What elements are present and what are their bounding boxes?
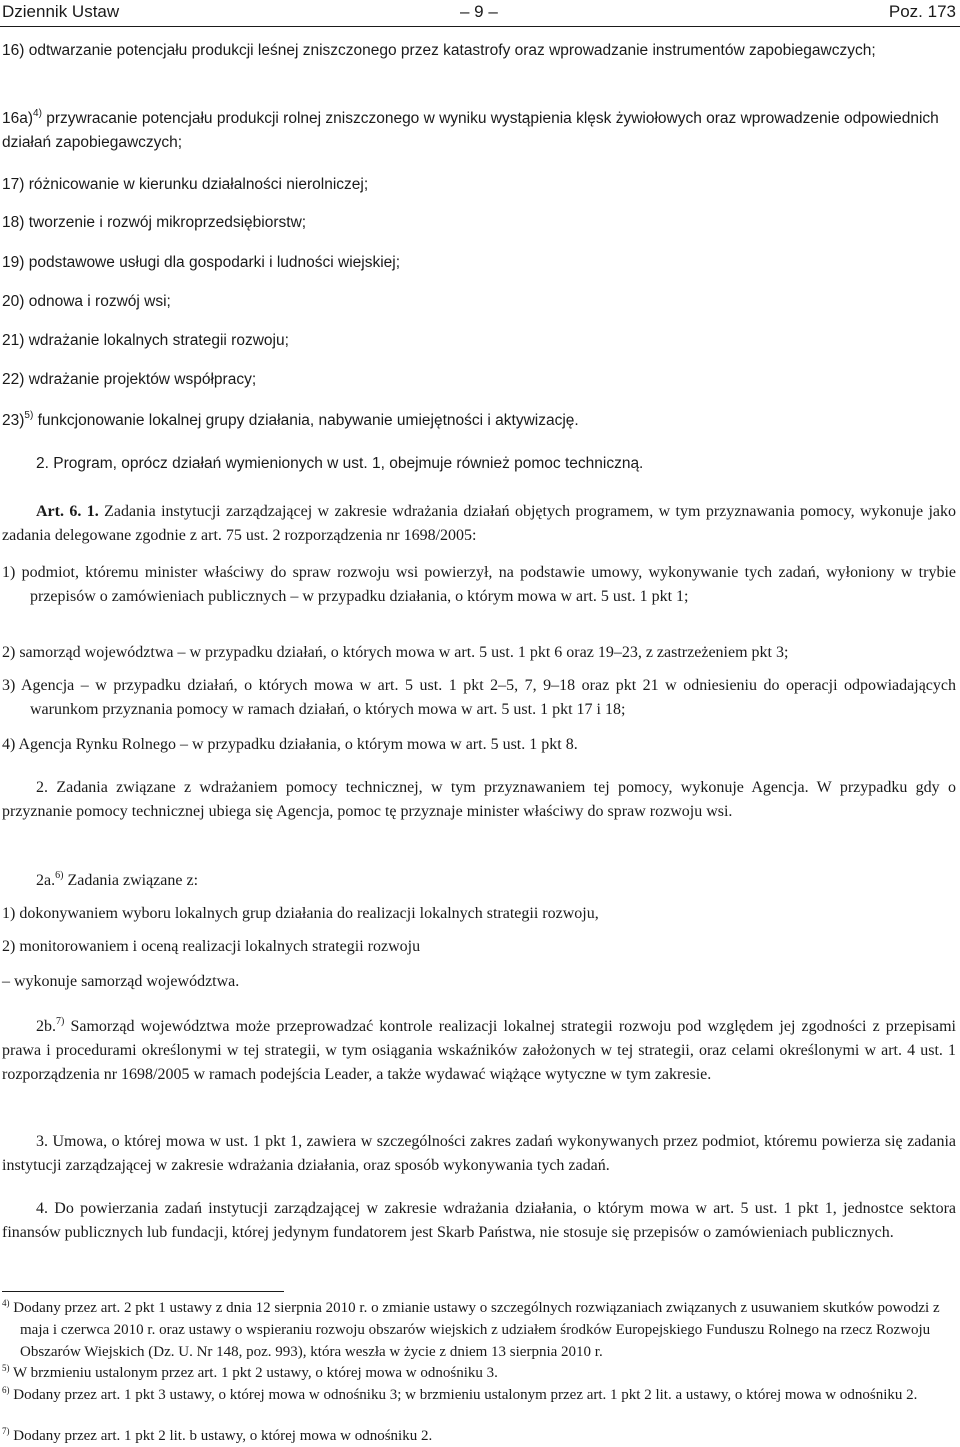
footnote-ref-6: 6) — [55, 870, 64, 881]
article-6-paragraph-1 — [2, 500, 956, 548]
page-number: – 9 – — [460, 2, 498, 21]
article-6-paragraph-2a — [2, 869, 956, 893]
item-16a — [2, 107, 956, 155]
article-6-paragraph-4: 4. Do powierzania zadań instytucji zarządzającej w zakresie wdrażania działania, o którym mowa w art. 5 ust. 1 pkt 1, jednostce sektora finansów publicznych lub fundacji, której jedynym fundatorem jest Skarb Państwa, nie stosuje się przepisów o zamówieniach publicznych. — [2, 1200, 956, 1241]
article-6-point-2: 2) samorząd województwa – w przypadku działań, o których mowa w art. 5 ust. 1 pkt 6 oraz 19–23, z zastrzeżeniem pkt 3; — [2, 644, 789, 661]
article-6-paragraph-2: 2. Zadania związane z wdrażaniem pomocy technicznej, w tym przyznawaniem tej pomocy, wykonuje Agencja. W przypadku gdy o przyznanie pomocy technicznej ubiega się Agencja, pomoc tę przyznaje minister właściwy do spraw rozwoju wsi. — [2, 779, 956, 820]
article-6-point-3: 3) Agencja – w przypadku działań, o których mowa w art. 5 ust. 1 pkt 2–5, 7, 9–18 oraz pkt 21 w odniesieniu do operacji odpowiadających warunkom przyznania pomocy w ramach działań, o których mowa w art. 5 ust. 1 pkt 17 i 18; — [2, 677, 956, 718]
footnote-6 — [2, 1384, 956, 1406]
footnote-5-mark: 5) — [2, 1363, 10, 1373]
footnote-6-text: Dodany przez art. 1 pkt 3 ustawy, o której mowa w odnośniku 3; w brzmieniu ustalonym przez art. 1 pkt 2 lit. a ustawy, o której mowa w odnośniku 2. — [9, 1387, 918, 1403]
item-21: 21) wdrażanie lokalnych strategii rozwoju; — [2, 332, 289, 349]
footnote-4 — [2, 1297, 956, 1363]
item-23 — [2, 409, 956, 433]
footnote-4-mark: 4) — [2, 1298, 10, 1308]
paragraph-2b-number: 2b. — [36, 1018, 56, 1035]
paragraph-2a-closing: – wykonuje samorząd województwa. — [2, 973, 240, 990]
article-6-point-4: 4) Agencja Rynku Rolnego – w przypadku działania, o którym mowa w art. 5 ust. 1 pkt 8. — [2, 736, 578, 753]
paragraph-2a-point-2: 2) monitorowaniem i oceną realizacji lokalnych strategii rozwoju — [2, 938, 421, 955]
paragraph-2a-point-1: 1) dokonywaniem wyboru lokalnych grup działania do realizacji lokalnych strategii rozwoju, — [2, 905, 599, 922]
item-19: 19) podstawowe usługi dla gospodarki i ludności wiejskiej; — [2, 254, 401, 271]
item-17: 17) różnicowanie w kierunku działalności nierolniczej; — [2, 176, 369, 193]
paragraph-2a-text: Zadania związane z: — [63, 872, 199, 889]
paragraph-2b-text: Samorząd województwa może przeprowadzać kontrole realizacji lokalnej strategii rozwoju pod względem jej zgodności z przepisami prawa i procedurami określonymi w tej strategii, w tym osiągania wskaźników założonych w tej strategii, oraz celami określonymi w art. 4 ust. 1 rozporządzenia nr 1698/2005 w ramach podejścia Leader, a także wydawać wiążące wytyczne w tym zakresie. — [2, 1018, 956, 1083]
footnote-ref-5: 5) — [24, 410, 34, 421]
page-header — [0, 0, 960, 27]
article-6-paragraph-3: 3. Umowa, o której mowa w ust. 1 pkt 1, zawiera w szczególności zakres zadań wykonywanych przez podmiot, któremu powierza się zadania instytucji zarządzającej w zakresie wdrażania działania, oraz sposób wykonywania tych zadań. — [2, 1133, 956, 1174]
item-20: 20) odnowa i rozwój wsi; — [2, 293, 171, 310]
item-16: 16) odtwarzanie potencjału produkcji leśnej zniszczonego przez katastrofy oraz wprowadzanie instrumentów zapobiegawczych; — [2, 42, 876, 59]
footnote-ref-4: 4) — [33, 108, 42, 119]
footnote-ref-7: 7) — [56, 1016, 65, 1027]
footnote-6-mark: 6) — [2, 1385, 10, 1395]
article-6-point-1: 1) podmiot, któremu minister właściwy do spraw rozwoju wsi powierzył, na podstawie umowy, wykonywanie tych zadań, wyłoniony w trybie przepisów o zamówieniach publicznych – w przypadku działania, o którym mowa w art. 5 ust. 1 pkt 1; — [2, 564, 956, 605]
journal-title: Dziennik Ustaw — [2, 2, 120, 21]
article-6-heading: Art. 6. 1. — [36, 503, 99, 520]
item-23-number: 23) — [2, 412, 25, 429]
paragraph-2a-number: 2a. — [36, 872, 56, 889]
item-16a-text: przywracanie potencjału produkcji rolnej zniszczonego w wyniku wystąpienia klęsk żywiołowych oraz wprowadzenie odpowiednich działań zapobiegawczych; — [2, 110, 939, 151]
paragraph-2: 2. Program, oprócz działań wymienionych w ust. 1, obejmuje również pomoc techniczną. — [36, 455, 644, 472]
footnote-7 — [2, 1425, 956, 1447]
item-18: 18) tworzenie i rozwój mikroprzedsiębiorstw; — [2, 214, 307, 231]
position-number: Poz. 173 — [888, 2, 956, 21]
footnote-7-text: Dodany przez art. 1 pkt 2 lit. b ustawy, o której mowa w odnośniku 2. — [9, 1428, 433, 1444]
article-6-intro: Zadania instytucji zarządzającej w zakresie wdrażania działań objętych programem, w tym przyznawania pomocy, wykonuje jako zadania delegowane zgodnie z art. 75 ust. 2 rozporządzenia nr 1698/2005: — [2, 503, 956, 544]
footnote-4-text: Dodany przez art. 2 pkt 1 ustawy z dnia 12 sierpnia 2010 r. o zmianie ustawy o szczególnych rozwiązaniach związanych z usuwaniem skutków powodzi z maja i czerwca 2010 r. oraz ustawy o wspieraniu rozwoju obszarów wiejskich z udziałem środków Europejskiego Funduszu Rolnego na rzecz Rozwoju Obszarów Wiejskich (Dz. U. Nr 148, poz. 993), która weszła w życie z dniem 13 sierpnia 2010 r. — [9, 1300, 940, 1360]
footnote-5 — [2, 1362, 956, 1384]
footnote-5-text: W brzmieniu ustalonym przez art. 1 pkt 2 ustawy, o której mowa w odnośniku 3. — [9, 1365, 498, 1381]
item-16a-number: 16a) — [2, 110, 34, 127]
footnote-7-mark: 7) — [2, 1426, 10, 1436]
item-22: 22) wdrażanie projektów współpracy; — [2, 371, 257, 388]
article-6-paragraph-2b — [2, 1015, 956, 1087]
footnote-separator — [2, 1291, 284, 1292]
item-23-text: funkcjonowanie lokalnej grupy działania, nabywanie umiejętności i aktywizację. — [33, 412, 579, 429]
